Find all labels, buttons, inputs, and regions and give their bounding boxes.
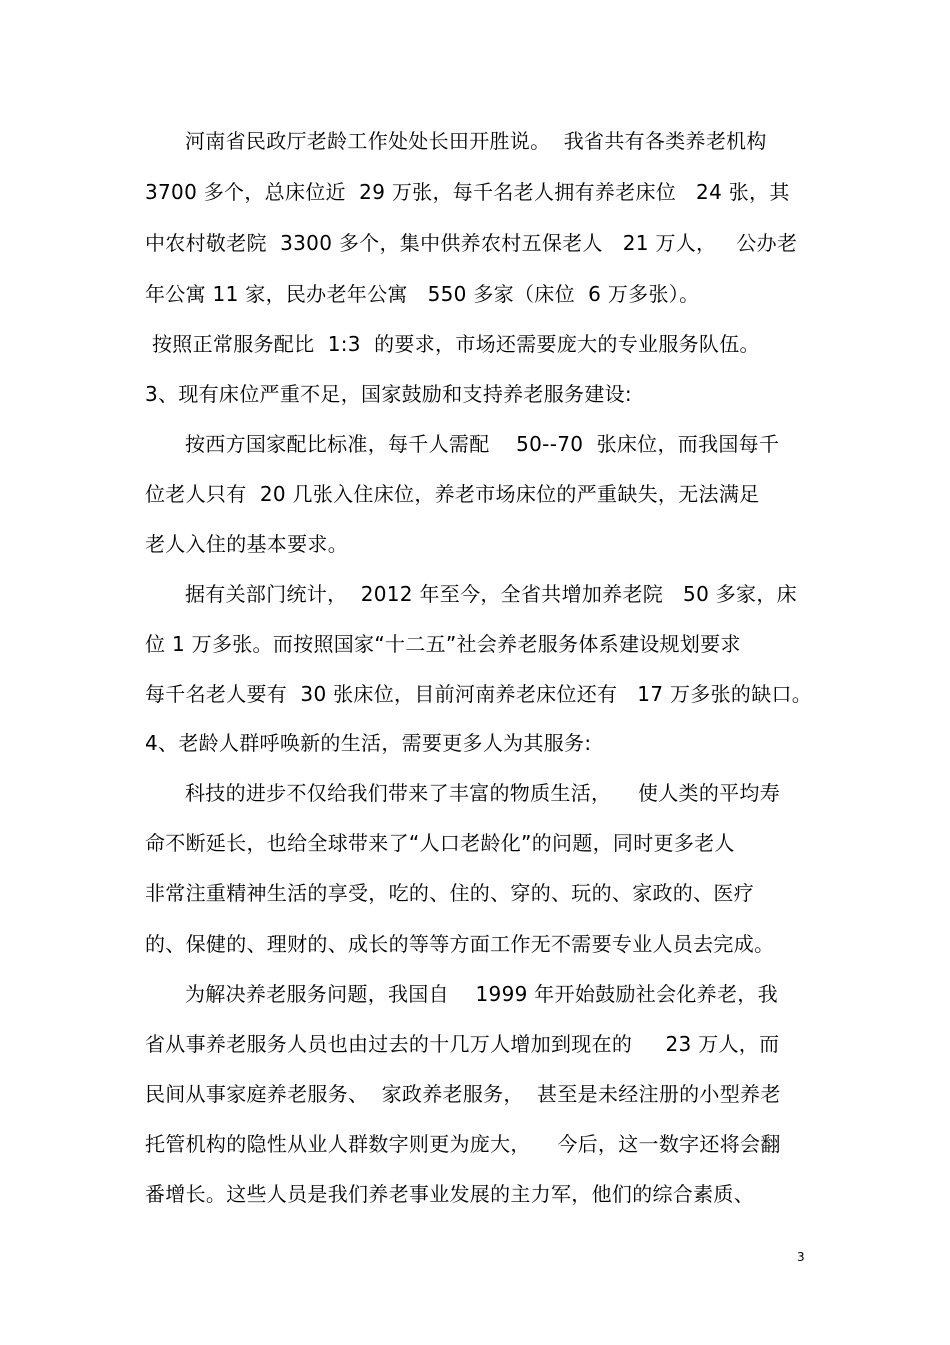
page-number: 3 [797, 1250, 805, 1264]
text-line: 的、保健的、理财的、成长的等等方面工作无不需要专业人员去完成。 [145, 932, 775, 956]
text-line: 3700 多个，总床位近 29 万张，每千名老人拥有养老床位 24 张，其 [145, 180, 790, 204]
text-line: 位 1 万多张。而按照国家“十二五”社会养老服务体系建设规划要求 [145, 632, 741, 656]
text-line: 托管机构的隐性从业人群数字则更为庞大， 今后，这一数字还将会翻 [145, 1132, 781, 1156]
text-line: 位老人只有 20 几张入住床位，养老市场床位的严重缺失，无法满足 [145, 482, 760, 506]
text-line: 按照正常服务配比 1:3 的要求，市场还需要庞大的专业服务队伍。 [152, 332, 760, 356]
text-line: 老人入住的基本要求。 [145, 532, 348, 556]
text-line: 非常注重精神生活的享受，吃的、住的、穿的、玩的、家政的、医疗 [145, 881, 754, 905]
text-line: 民间从事家庭养老服务、 家政养老服务， 甚至是未经注册的小型养老 [145, 1082, 781, 1106]
text-line: 省从事养老服务人员也由过去的十几万人增加到现在的 23 万人，而 [145, 1032, 780, 1056]
text-line: 年公寓 11 家，民办老年公寓 550 多家（床位 6 万多张）。 [145, 282, 700, 306]
text-line: 为解决养老服务问题，我国自 1999 年开始鼓励社会化养老，我 [185, 982, 778, 1006]
text-line: 命不断延长，也给全球带来了“人口老龄化”的问题，同时更多老人 [145, 831, 735, 855]
text-line: 中农村敬老院 3300 多个，集中供养农村五保老人 21 万人， 公办老 [145, 231, 798, 255]
text-line: 4、老龄人群呼唤新的生活，需要更多人为其服务: [145, 731, 592, 755]
text-line: 按西方国家配比标准，每千人需配 50--70 张床位，而我国每千 [185, 432, 780, 456]
text-line: 科技的进步不仅给我们带来了丰富的物质生活， 使人类的平均寿 [185, 781, 781, 805]
text-line: 3、现有床位严重不足，国家鼓励和支持养老服务建设: [145, 382, 632, 406]
text-line: 河南省民政厅老龄工作处处长田开胜说。 我省共有各类养老机构 [185, 129, 767, 153]
text-line: 据有关部门统计， 2012 年至今，全省共增加养老院 50 多家，床 [185, 582, 797, 606]
text-line: 番增长。这些人员是我们养老事业发展的主力军，他们的综合素质、 [145, 1182, 754, 1206]
text-line: 每千名老人要有 30 张床位，目前河南养老床位还有 17 万多张的缺口。 [145, 682, 813, 706]
